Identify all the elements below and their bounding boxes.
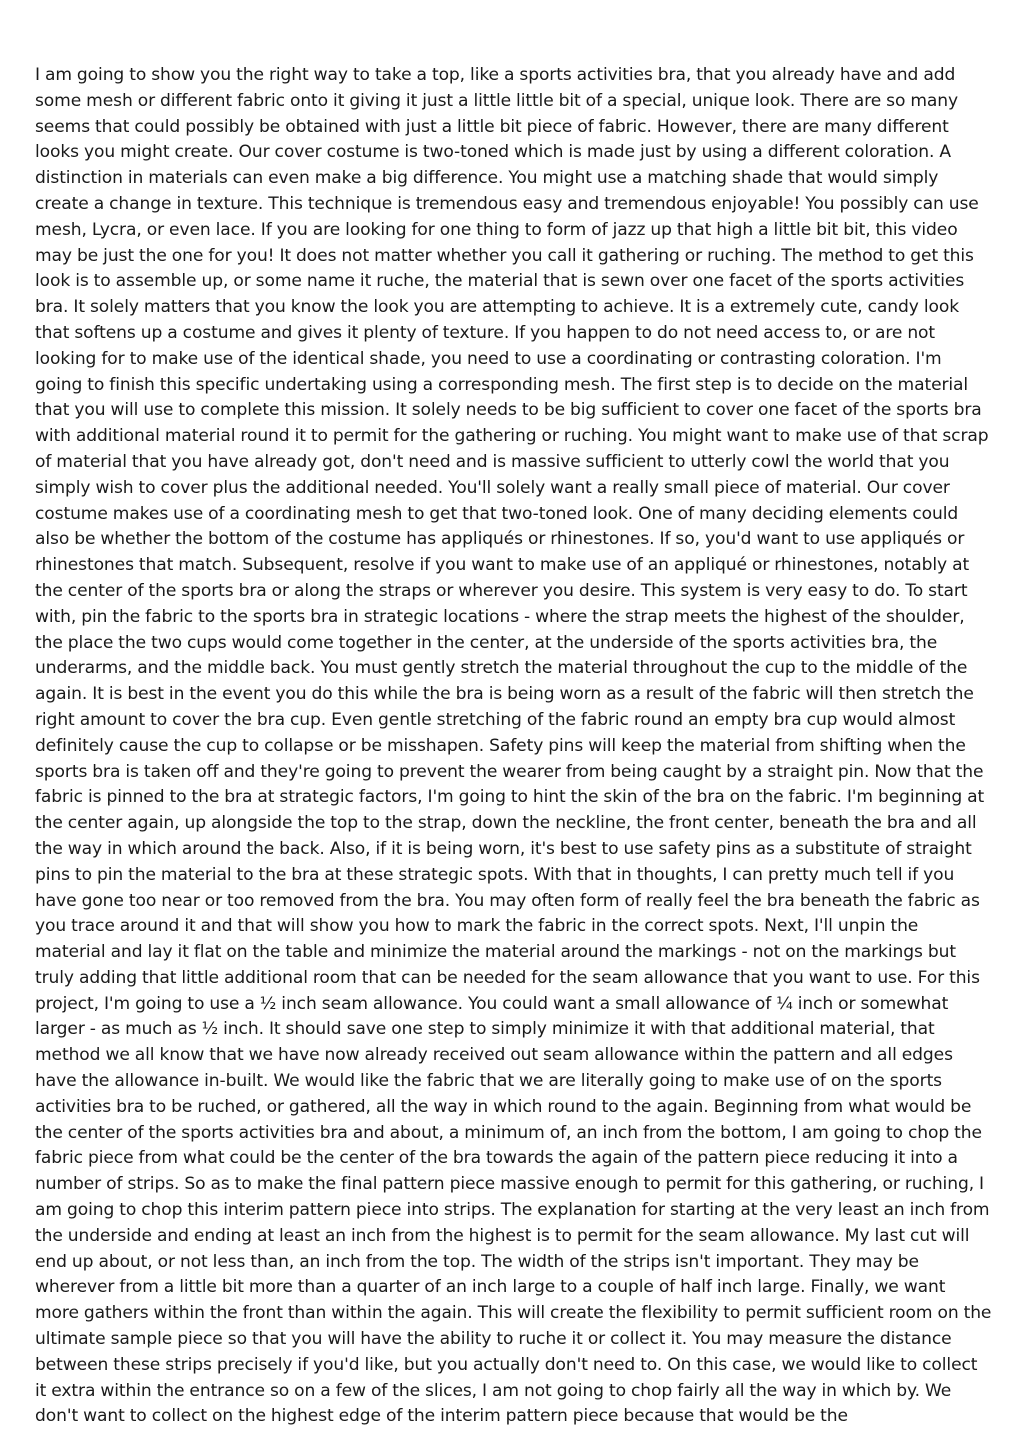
article-container [35, 63, 993, 1430]
article-body-paragraph: I am going to show you the right way to take a top, like a sports activities bra, that you already have and add some mesh or different fabric onto it giving it just a little little bit of a special, unique look. There are so many seems that could possibly be obtained with just a little bit piece of fabric. However, there are many different looks you might create. Our cover costume is two-toned which is made just by using a different coloration. A distinction in materials can even make a big difference. You might use a matching shade that would simply create a change in texture. This technique is tremendous easy and tremendous enjoyable! You possibly can use mesh, Lycra, or even lace. If you are looking for one thing to form of jazz up that high a little bit bit, this video may be just the one for you! It does not matter whether you call it gathering or ruching. The method to get this look is to assemble up, or some name it ruche, the material that is sewn over one facet of the sports activities bra. It solely matters that you know the look you are attempting to achieve. It is a extremely cute, candy look that softens up a costume and gives it plenty of texture. If you happen to do not need access to, or are not looking for to make use of the identical shade, you need to use a coordinating or contrasting coloration. I'm going to finish this specific undertaking using a corresponding mesh. The first step is to decide on the material that you will use to complete this mission. It solely needs to be big sufficient to cover one facet of the sports bra with additional material round it to permit for the gathering or ruching. You might want to make use of that scrap of material that you have already got, don't need and is massive sufficient to utterly cowl the world that you simply wish to cover plus the additional needed. You'll solely want a really small piece of material. Our cover costume makes use of a coordinating mesh to get that two-toned look. One of many deciding elements could also be whether the bottom of the costume has appliqués or rhinestones. If so, you'd want to use appliqués or rhinestones that match. Subsequent, resolve if you want to make use of an appliqué or rhinestones, notably at the center of the sports bra or along the straps or wherever you desire. This system is very easy to do. To start with, pin the fabric to the sports bra in strategic locations - where the strap meets the highest of the shoulder, the place the two cups would come together in the center, at the underside of the sports activities bra, the underarms, and the middle back. You must gently stretch the material throughout the cup to the middle of the again. It is best in the event you do this while the bra is being worn as a result of the fabric will then stretch the right amount to cover the bra cup. Even gentle stretching of the fabric round an empty bra cup would almost definitely cause the cup to collapse or be misshapen. Safety pins will keep the material from shifting when the sports bra is taken off and they're going to prevent the wearer from being caught by a straight pin. Now that the fabric is pinned to the bra at strategic factors, I'm going to hint the skin of the bra on the fabric. I'm beginning at the center again, up alongside the top to the strap, down the neckline, the front center, beneath the bra and all the way in which around the back. Also, if it is being worn, it's best to use safety pins as a substitute of straight pins to pin the material to the bra at these strategic spots. With that in thoughts, I can pretty much tell if you have gone too near or too removed from the bra. You may often form of really feel the bra beneath the fabric as you trace around it and that will show you how to mark the fabric in the correct spots. Next, I'll unpin the material and lay it flat on the table and minimize the material around the markings - not on the markings but truly adding that little additional room that can be needed for the seam allowance that you want to use. For this project, I'm going to use a ½ inch seam allowance. You could want a small allowance of ¼ inch or somewhat larger - as much as ½ inch. It should save one step to simply minimize it with that additional material, that method we all know that we have now already received out seam allowance within the pattern and all edges have the allowance in-built. We would like the fabric that we are literally going to make use of on the sports activities bra to be ruched, or gathered, all the way in which round to the again. Beginning from what would be the center of the sports activities bra and about, a minimum of, an inch from the bottom, I am going to chop the fabric piece from what could be the center of the bra towards the again of the pattern piece reducing it into a number of strips. So as to make the final pattern piece massive enough to permit for this gathering, or ruching, I am going to chop this interim pattern piece into strips. The explanation for starting at the very least an inch from the underside and ending at least an inch from the highest is to permit for the seam allowance. My last cut will end up about, or not less than, an inch from the top. The width of the strips isn't important. They may be wherever from a little bit more than a quarter of an inch large to a couple of half inch large. Finally, we want more gathers within the front than within the again. This will create the flexibility to permit sufficient room on the ultimate sample piece so that you will have the ability to ruche it or collect it. You may measure the distance between these strips precisely if you'd like, but you actually don't need to. On this case, we would like to collect it extra within the entrance so on a few of the slices, I am not going to chop fairly all the way in which by. We don't want to collect on the highest edge of the interim pattern piece because that would be the [35, 65, 992, 1427]
